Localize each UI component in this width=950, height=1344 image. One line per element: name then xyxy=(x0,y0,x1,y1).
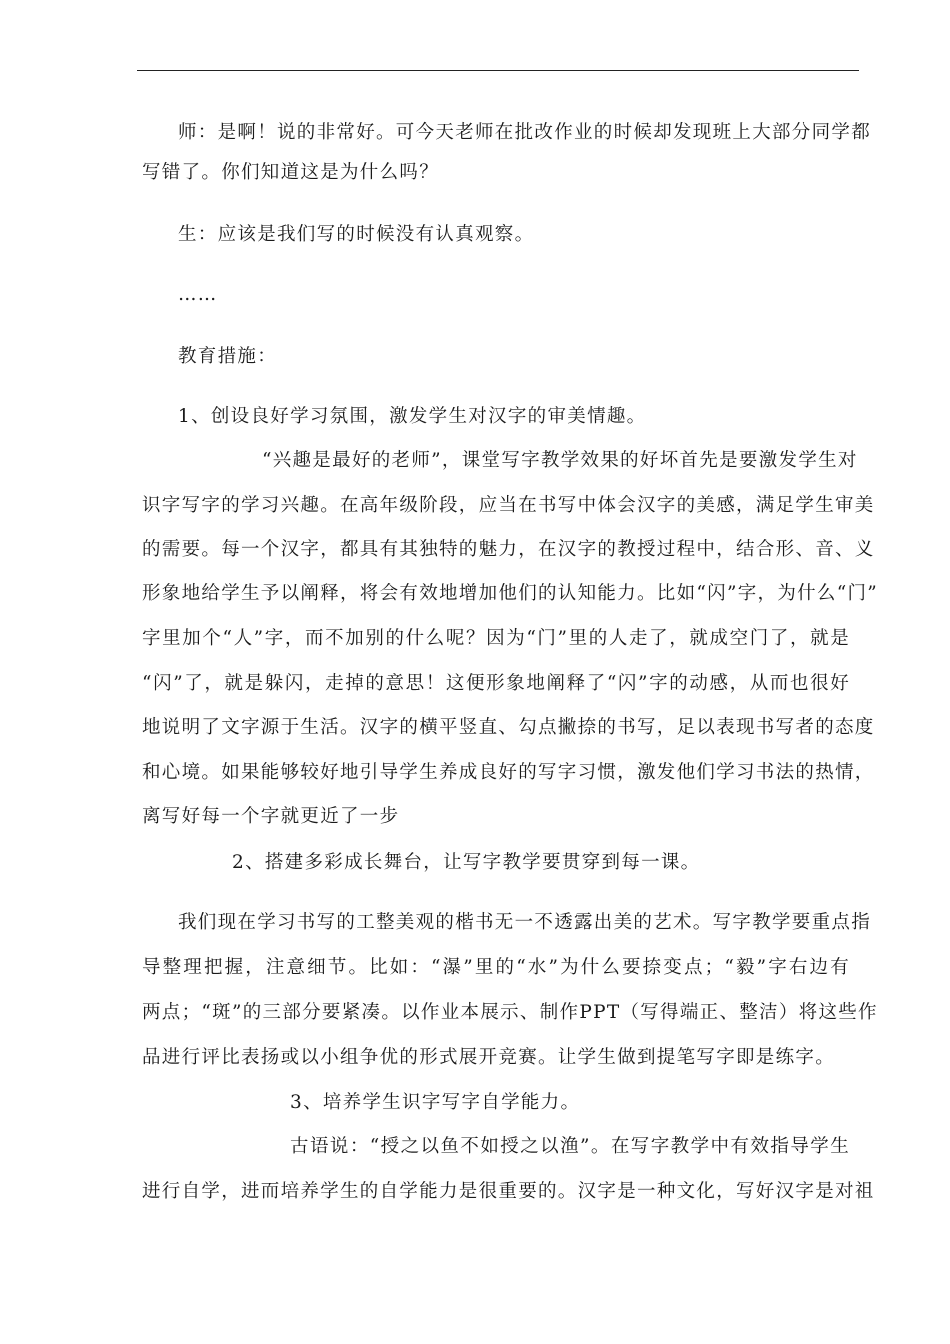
header-rule xyxy=(137,70,859,71)
body-line: 进行自学，进而培养学生的自学能力是很重要的。汉字是一种文化，写好汉字是对祖 xyxy=(142,1181,875,1202)
body-line: 形象地给学生予以阐释，将会有效地增加他们的认知能力。比如“闪”字，为什么“门” xyxy=(142,583,879,604)
body-line: 师：是啊！说的非常好。可今天老师在批改作业的时候却发现班上大部分同学都 xyxy=(178,122,872,143)
body-line: 和心境。如果能够较好地引导学生养成良好的写字习惯，激发他们学习书法的热情， xyxy=(142,762,875,783)
body-line: 写错了。你们知道这是为什么吗？ xyxy=(142,162,440,183)
body-line: 离写好每一个字就更近了一步 xyxy=(142,806,400,827)
body-line: 的需要。每一个汉字，都具有其独特的魅力，在汉字的教授过程中，结合形、音、义 xyxy=(142,539,875,560)
body-line: 识字写字的学习兴趣。在高年级阶段，应当在书写中体会汉字的美感，满足学生审美 xyxy=(142,495,875,516)
body-line: 古语说：“授之以鱼不如授之以渔”。在写字教学中有效指导学生 xyxy=(290,1136,850,1157)
body-line: 字里加个“人”字，而不加别的什么呢？因为“门”里的人走了，就成空门了，就是 xyxy=(142,628,850,649)
list-item-heading: 2、搭建多彩成长舞台，让写字教学要贯穿到每一课。 xyxy=(232,852,701,873)
list-item-heading: 3、培养学生识字写字自学能力。 xyxy=(290,1092,581,1113)
body-line: 品进行评比表扬或以小组争优的形式展开竞赛。让学生做到提笔写字即是练字。 xyxy=(142,1047,836,1068)
body-line: 我们现在学习书写的工整美观的楷书无一不透露出美的艺术。写字教学要重点指 xyxy=(178,912,872,933)
body-line: “兴趣是最好的老师”，课堂写字教学效果的好坏首先是要激发学生对 xyxy=(262,450,858,471)
body-line: 两点；“斑”的三部分要紧凑。以作业本展示、制作PPT（写得端正、整洁）将这些作 xyxy=(142,1002,878,1023)
body-line: 地说明了文字源于生活。汉字的横平竖直、勾点撇捺的书写，足以表现书写者的态度 xyxy=(142,717,875,738)
ellipsis: …… xyxy=(178,284,218,305)
section-heading: 教育措施： xyxy=(178,346,278,367)
list-item-heading: 1、创设良好学习氛围，激发学生对汉字的审美情趣。 xyxy=(178,406,647,427)
body-line: 导整理把握，注意细节。比如：“瀑”里的“水”为什么要捺变点；“毅”字右边有 xyxy=(142,957,850,978)
body-line: 生：应该是我们写的时候没有认真观察。 xyxy=(178,224,535,245)
body-line: “闪”了，就是躲闪，走掉的意思！这便形象地阐释了“闪”字的动感，从而也很好 xyxy=(142,673,850,694)
